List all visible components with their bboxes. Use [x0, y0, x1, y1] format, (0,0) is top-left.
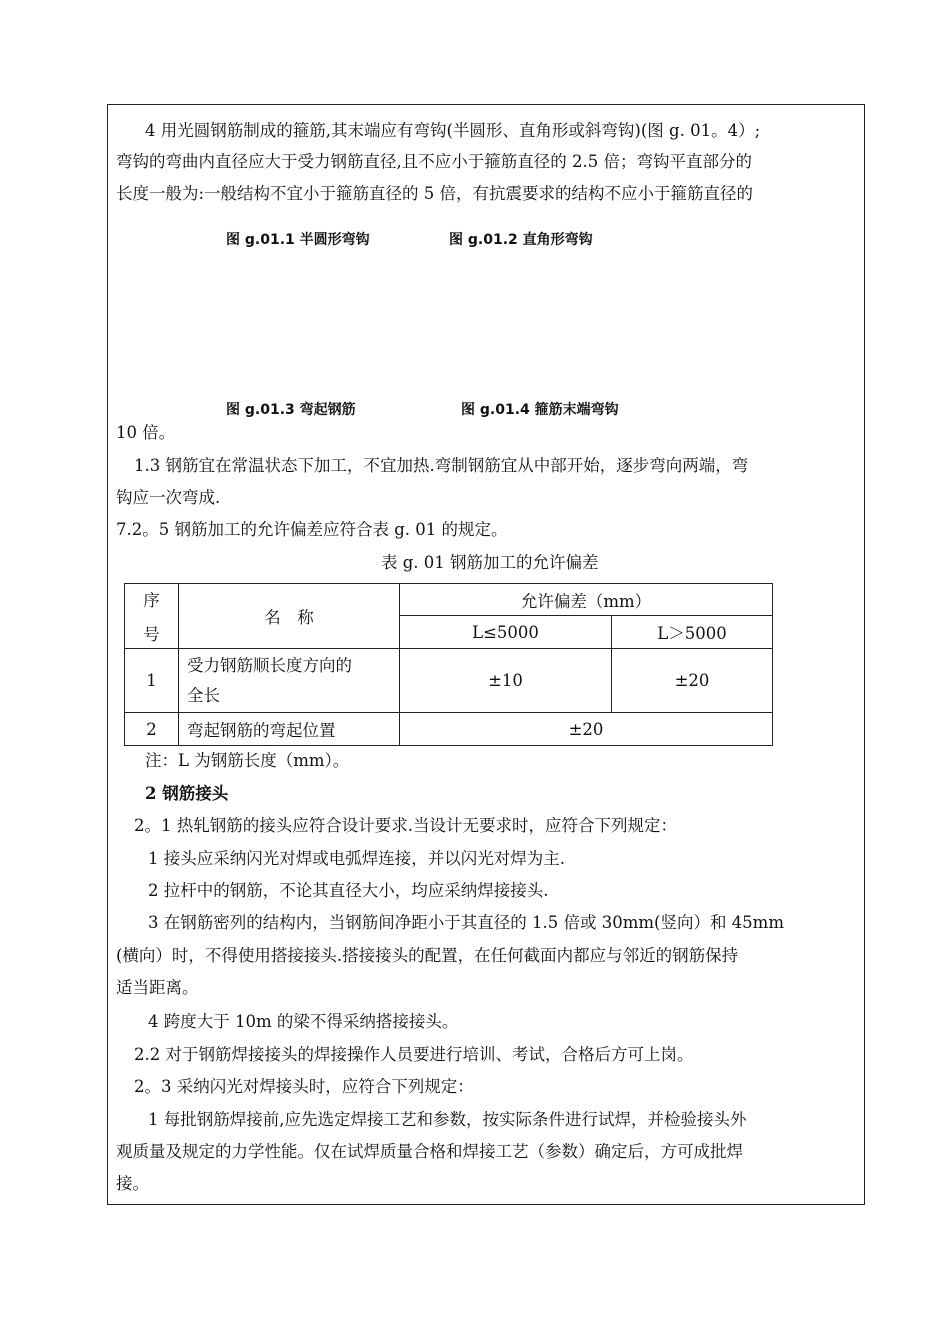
- row-1-name: [179, 649, 400, 713]
- para-hook-line-2: 弯钩的弯曲内直径应大于受力钢筋直径,且不应小于箍筋直径的 2.5 倍；弯钩平直部分的: [116, 152, 752, 171]
- para-continuation: 10 倍。: [116, 423, 176, 442]
- header-tolerance: 允许偏差（mm）: [400, 584, 773, 616]
- item-2-3-1-line-3: 接。: [116, 1174, 149, 1193]
- figure-caption-1: 图 g.01.1 半圆形弯钩: [226, 232, 370, 248]
- item-2-1-2: 2 拉杆中的钢筋，不论其直径大小，均应采纳焊接接头.: [148, 881, 549, 900]
- table-caption: 表 g. 01 钢筋加工的允许偏差: [381, 553, 599, 572]
- row-1-tol-2: ±20: [612, 649, 773, 713]
- row-1-name-line-1: 受力钢筋顺长度方向的: [187, 655, 352, 675]
- figure-caption-4: 图 g.01.4 箍筋末端弯钩: [461, 402, 619, 418]
- row-1-tol-1: ±10: [400, 649, 612, 713]
- item-2-1-3-line-3: 适当距离。: [116, 978, 199, 997]
- row-2-tol: ±20: [400, 713, 773, 746]
- para-2-2: 2.2 对于钢筋焊接接头的焊接操作人员要进行培训、考试，合格后方可上岗。: [134, 1045, 694, 1064]
- row-1-seq: 1: [125, 649, 179, 713]
- figure-caption-3: 图 g.01.3 弯起钢筋: [226, 402, 356, 418]
- item-2-1-4: 4 跨度大于 10m 的梁不得采纳搭接接头。: [148, 1012, 459, 1031]
- para-2-3: 2。3 采纳闪光对焊接头时，应符合下列规定：: [134, 1077, 474, 1096]
- header-name: 名 称: [179, 584, 400, 649]
- section-2-title: 2 钢筋接头: [145, 784, 229, 803]
- table-row: [125, 713, 773, 746]
- para-7-2-5: 7.2。5 钢筋加工的允许偏差应符合表 g. 01 的规定。: [116, 520, 508, 539]
- item-2-1-1: 1 接头应采纳闪光对焊或电弧焊连接，并以闪光对焊为主.: [148, 849, 565, 868]
- para-hook-line-1: 4 用光圆钢筋制成的箍筋,其末端应有弯钩(半圆形、直角形或斜弯钩)(图 g. 01。4）;: [145, 121, 761, 140]
- item-2-3-1-line-1: 1 每批钢筋焊接前,应先选定焊接工艺和参数，按实际条件进行试焊，并检验接头外: [148, 1110, 747, 1129]
- row-2-seq: 2: [125, 713, 179, 746]
- para-1-3-line-2: 钩应一次弯成.: [116, 488, 221, 507]
- table-row: [125, 649, 773, 713]
- para-2-1: 2。1 热轧钢筋的接头应符合设计要求.当设计无要求时，应符合下列规定：: [134, 816, 677, 835]
- header-l-gt-5000: L＞5000: [612, 616, 773, 649]
- table-note: 注：L 为钢筋长度（mm）。: [145, 751, 350, 770]
- header-seq-line-2: 号: [143, 625, 160, 644]
- header-seq-line-1: 序: [143, 591, 160, 610]
- tolerance-table: [124, 583, 773, 746]
- para-hook-line-3: 长度一般为:一般结构不宜小于箍筋直径的 5 倍，有抗震要求的结构不应小于箍筋直径的: [116, 184, 754, 203]
- figure-caption-2: 图 g.01.2 直角形弯钩: [449, 232, 593, 248]
- item-2-1-3-line-1: 3 在钢筋密列的结构内，当钢筋间净距小于其直径的 1.5 倍或 30mm(竖向）和 45mm: [148, 913, 784, 932]
- item-2-3-1-line-2: 观质量及规定的力学性能。仅在试焊质量合格和焊接工艺（参数）确定后，方可成批焊: [116, 1142, 743, 1161]
- header-seq: [125, 584, 179, 649]
- row-1-name-line-2: 全长: [187, 685, 220, 705]
- header-l-le-5000: L≤5000: [400, 616, 612, 649]
- item-2-1-3-line-2: (横向）时，不得使用搭接接头.搭接接头的配置，在任何截面内都应与邻近的钢筋保持: [116, 946, 739, 965]
- row-2-name: 弯起钢筋的弯起位置: [179, 713, 400, 746]
- para-1-3-line-1: 1.3 钢筋宜在常温状态下加工，不宜加热.弯制钢筋宜从中部开始，逐步弯向两端，弯: [134, 456, 749, 475]
